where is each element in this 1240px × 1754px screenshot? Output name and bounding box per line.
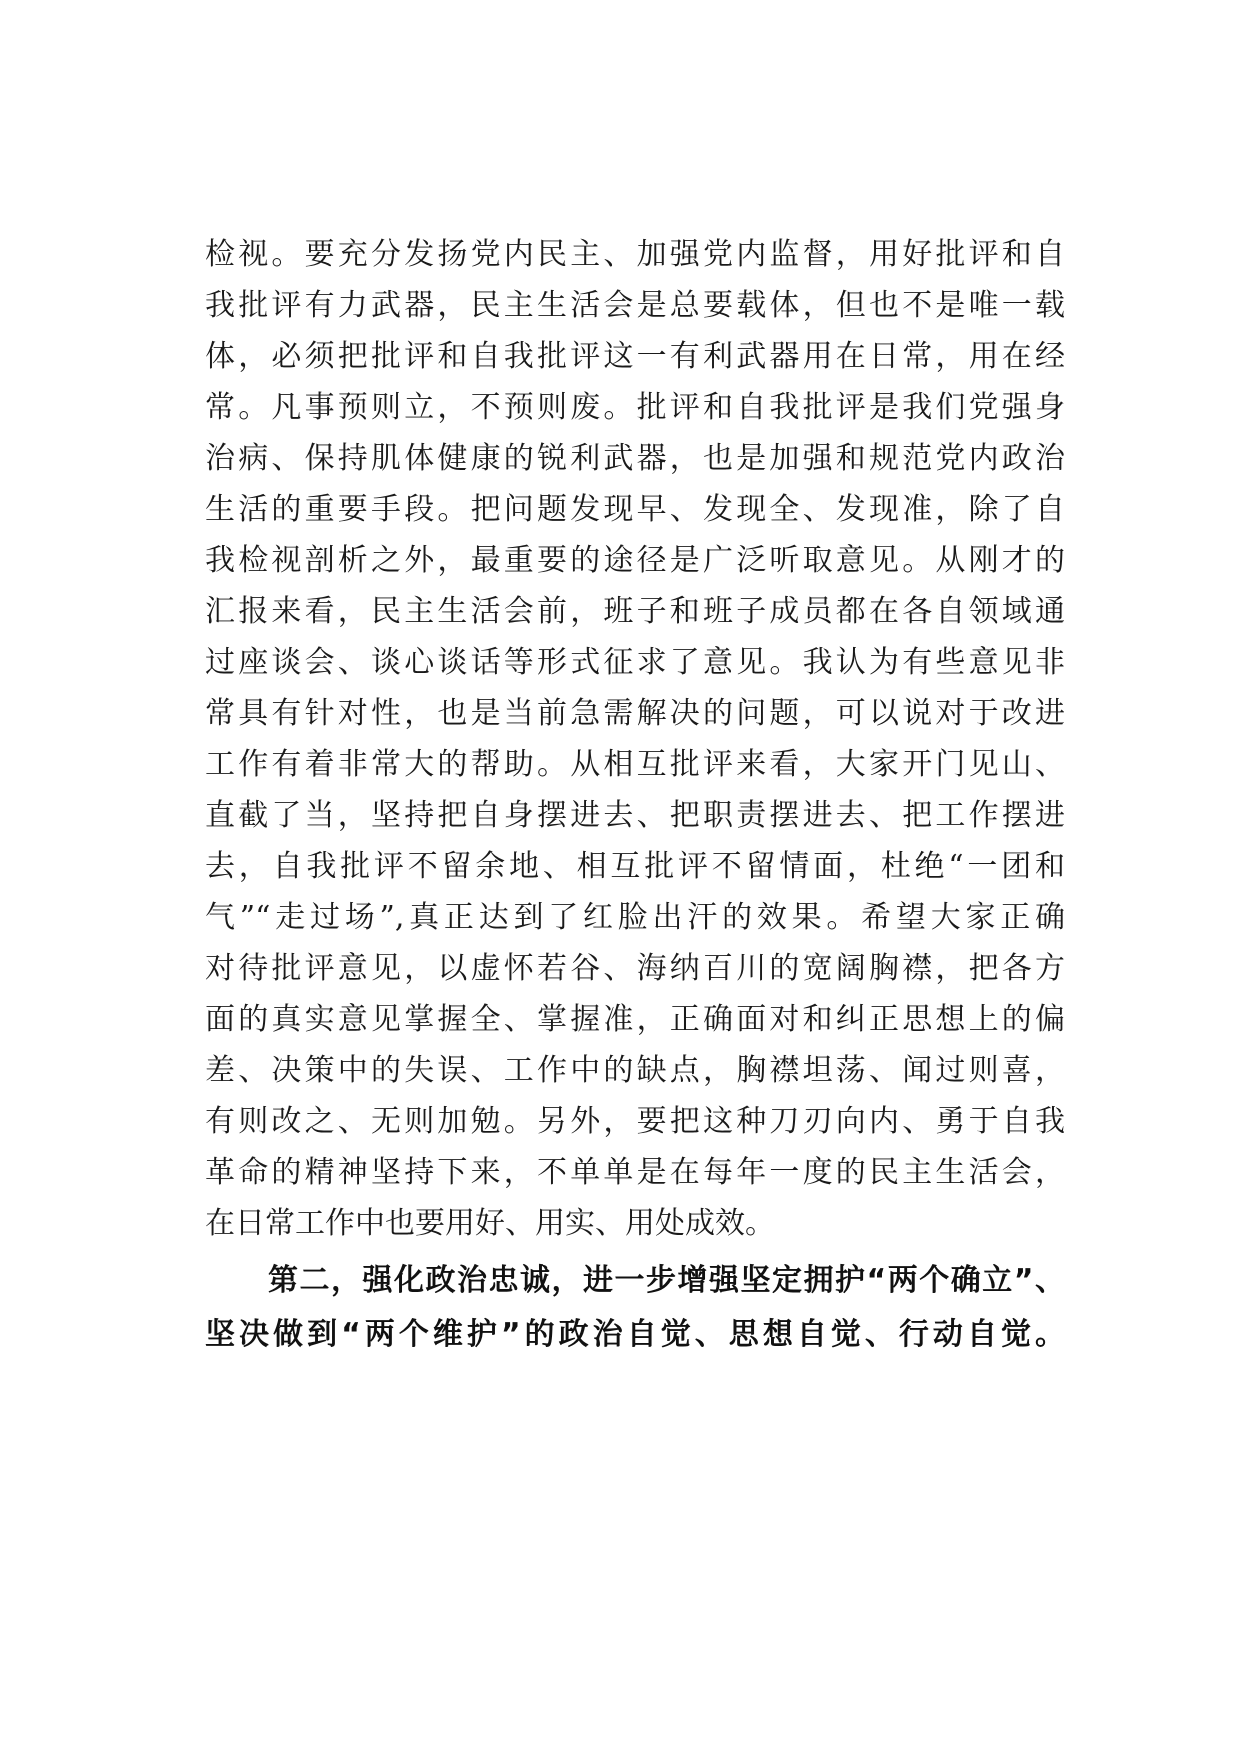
body-line-16: 面的真实意见掌握全、掌握准，正确面对和纠正思想上的偏 — [205, 1002, 1065, 1037]
body-line-6: 生活的重要手段。把问题发现早、发现全、发现准，除了自 — [205, 492, 1065, 527]
body-line-20: 在日常工作中也要用好、用实、用处成效。 — [205, 1206, 775, 1241]
body-line-17: 差、决策中的失误、工作中的缺点，胸襟坦荡、闻过则喜， — [205, 1053, 1065, 1088]
body-line-10: 常具有针对性，也是当前急需解决的问题，可以说对于改进 — [205, 696, 1065, 731]
body-line-4: 常。凡事预则立，不预则废。批评和自我批评是我们党强身 — [205, 390, 1065, 425]
body-line-1: 检视。要充分发扬党内民主、加强党内监督，用好批评和自 — [205, 237, 1065, 272]
body-line-11: 工作有着非常大的帮助。从相互批评来看，大家开门见山、 — [205, 747, 1065, 782]
body-line-3: 体，必须把批评和自我批评这一有利武器用在日常，用在经 — [205, 339, 1065, 374]
body-line-12: 直截了当，坚持把自身摆进去、把职责摆进去、把工作摆进 — [205, 798, 1065, 833]
body-line-19: 革命的精神坚持下来，不单单是在每年一度的民主生活会， — [205, 1155, 1065, 1190]
body-line-8: 汇报来看，民主生活会前，班子和班子成员都在各自领域通 — [205, 594, 1065, 629]
body-line-14: 气”“走过场”,真正达到了红脸出汗的效果。希望大家正确 — [205, 900, 1065, 935]
body-line-5: 治病、保持肌体健康的锐利武器，也是加强和规范党内政治 — [205, 441, 1065, 476]
body-line-15: 对待批评意见，以虚怀若谷、海纳百川的宽阔胸襟，把各方 — [205, 951, 1065, 986]
body-line-2: 我批评有力武器，民主生活会是总要载体，但也不是唯一载 — [205, 288, 1065, 323]
body-line-7: 我检视剖析之外，最重要的途径是广泛听取意见。从刚才的 — [205, 543, 1065, 578]
section-heading-line-1: 第二，强化政治忠诚，进一步增强坚定拥护“两个确立”、 — [268, 1263, 1065, 1298]
body-line-9: 过座谈会、谈心谈话等形式征求了意见。我认为有些意见非 — [205, 645, 1065, 680]
section-heading-line-2: 坚决做到“两个维护”的政治自觉、思想自觉、行动自觉。 — [205, 1317, 1065, 1352]
body-line-18: 有则改之、无则加勉。另外，要把这种刀刃向内、勇于自我 — [205, 1104, 1065, 1139]
body-line-13: 去，自我批评不留余地、相互批评不留情面，杜绝“一团和 — [205, 849, 1065, 884]
